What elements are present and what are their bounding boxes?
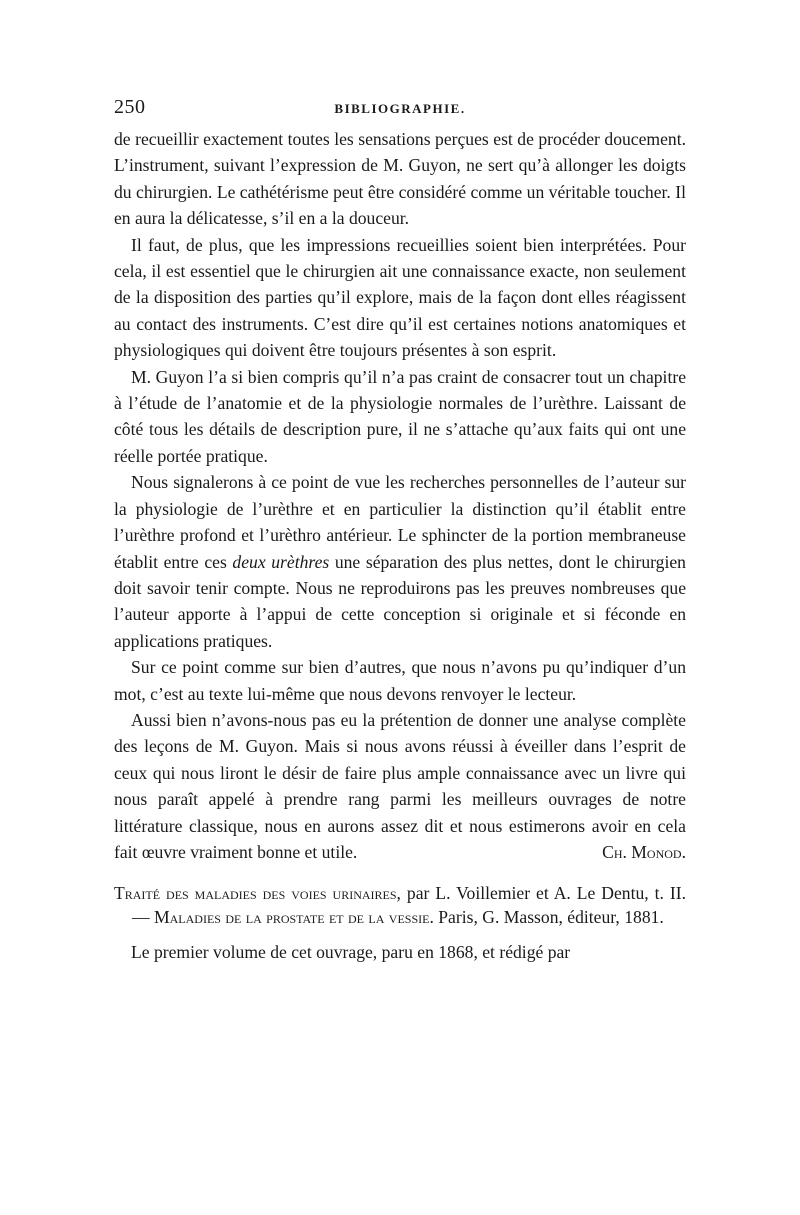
paragraph-interpretation: Il faut, de plus, que les impressions recueillies soient bien interprétées. Pour cela, il est essentiel que le chirurgien ait une connaissance exacte, non seulement de la disposition des parties qu’il explore, mais de la façon dont elles réagissent au contact des instruments. C’est dire qu’il est certaines notions anatomiques et physiologiques qui doivent être toujours présentes à son esprit. xyxy=(114,234,686,361)
paragraph-conclusion xyxy=(114,707,686,865)
paragraph-physiology-text-b: une séparation des plus nettes, dont le chirurgien doit savoir tenir compte. Nous ne reproduirons pas les preuves nombreuses que l’auteur apporte à l’appui de cette conception si originale et si féconde en applications pratiques. xyxy=(114,551,686,651)
paragraph-physiology xyxy=(114,469,686,654)
emphasis-deux-urethres: deux urèthres xyxy=(232,551,330,572)
author-signature: Ch. Monod. xyxy=(602,841,686,862)
book-subtitle: Maladies de la prostate et de la vessie. xyxy=(154,907,434,928)
body-text xyxy=(114,126,686,966)
paragraph-review-start: Le premier volume de cet ouvrage, paru en 1868, et rédigé par xyxy=(131,942,571,963)
book-title: Traité des maladies des voies urinaires, xyxy=(114,883,401,904)
paragraph-anatomy: M. Guyon l’a si bien compris qu’il n’a pas craint de consacrer tout un chapitre à l’étude de l’anatomie et de la physiologie normales de l’urèthre. Laissant de côté tous les détails de description pure, il ne s’attache qu’aux faits qui ont une réelle portée pratique. xyxy=(114,366,686,466)
paragraph-conclusion-text: Aussi bien n’avons-nous pas eu la prétention de donner une analyse complète des leçons de M. Guyon. Mais si nous avons réussi à éveiller dans l’esprit de ceux qui nous liront le désir de faire plus ample connaissance avec un livre qui nous paraît appelé à prendre rang parmi les meilleurs ouvrages de notre littérature classique, nous en aurons assez dit et nous estimerons avoir en cela fait œuvre vraiment bonne et utile. xyxy=(114,709,686,862)
page-header xyxy=(114,96,686,120)
book-page xyxy=(114,96,686,966)
bibliography-entry xyxy=(114,881,686,929)
paragraph-physiology-text-a: Nous signalerons à ce point de vue les recherches personnelles de l’auteur sur la physiologie de l’urèthre et en particulier la distinction qu’il établit entre l’urèthre profond et l’urèthro antérieur. Le sphincter de la portion membraneuse établit entre ces xyxy=(114,472,686,572)
running-title: BIBLIOGRAPHIE. xyxy=(334,101,466,116)
book-authors: par L. Voillemier et A. Le Dentu, t. II. — xyxy=(132,883,686,928)
page-number: 250 xyxy=(114,96,146,118)
book-publisher: Paris, G. Masson, éditeur, 1881. xyxy=(433,907,664,928)
paragraph-reader-referral: Sur ce point comme sur bien d’autres, que nous n’avons pu qu’indiquer d’un mot, c’est au texte lui-même que nous devons renvoyer le lecteur. xyxy=(114,657,686,704)
paragraph-continuation: de recueillir exactement toutes les sensations perçues est de procéder doucement. L’instrument, suivant l’expression de M. Guyon, ne sert qu’à allonger les doigts du chirurgien. Le cathétérisme peut être considéré comme un véritable toucher. Il en aura la délicatesse, s’il en a la douceur. xyxy=(114,129,686,229)
